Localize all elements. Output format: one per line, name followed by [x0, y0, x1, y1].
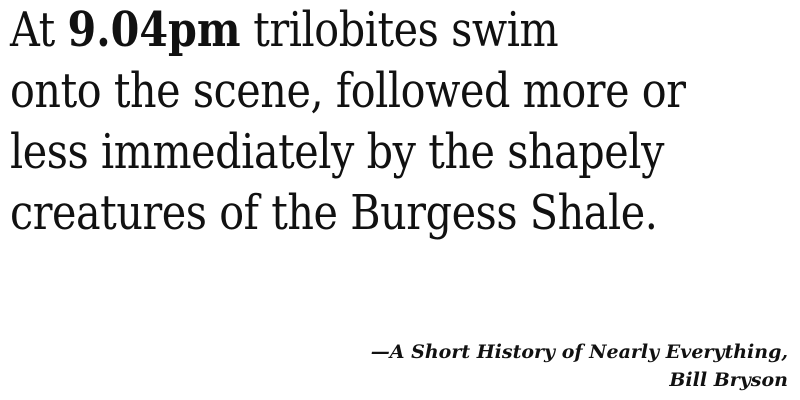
quote-line-1-suffix: trilobites swim: [240, 2, 559, 58]
attribution-source: —A Short History of Nearly Everything,: [370, 341, 788, 363]
quote-time-emphasis: 9.04pm: [67, 2, 241, 58]
quote-line-2: onto the scene, followed more or: [10, 63, 686, 119]
attribution-author: Bill Bryson: [669, 369, 788, 391]
quote-line-1-prefix: At: [10, 2, 68, 58]
quote-text: [10, 0, 686, 244]
quote-attribution: [371, 338, 788, 394]
quote-line-4: creatures of the Burgess Shale.: [10, 185, 658, 241]
quote-line-3: less immediately by the shapely: [10, 124, 664, 180]
quote-line-1: [10, 0, 681, 61]
